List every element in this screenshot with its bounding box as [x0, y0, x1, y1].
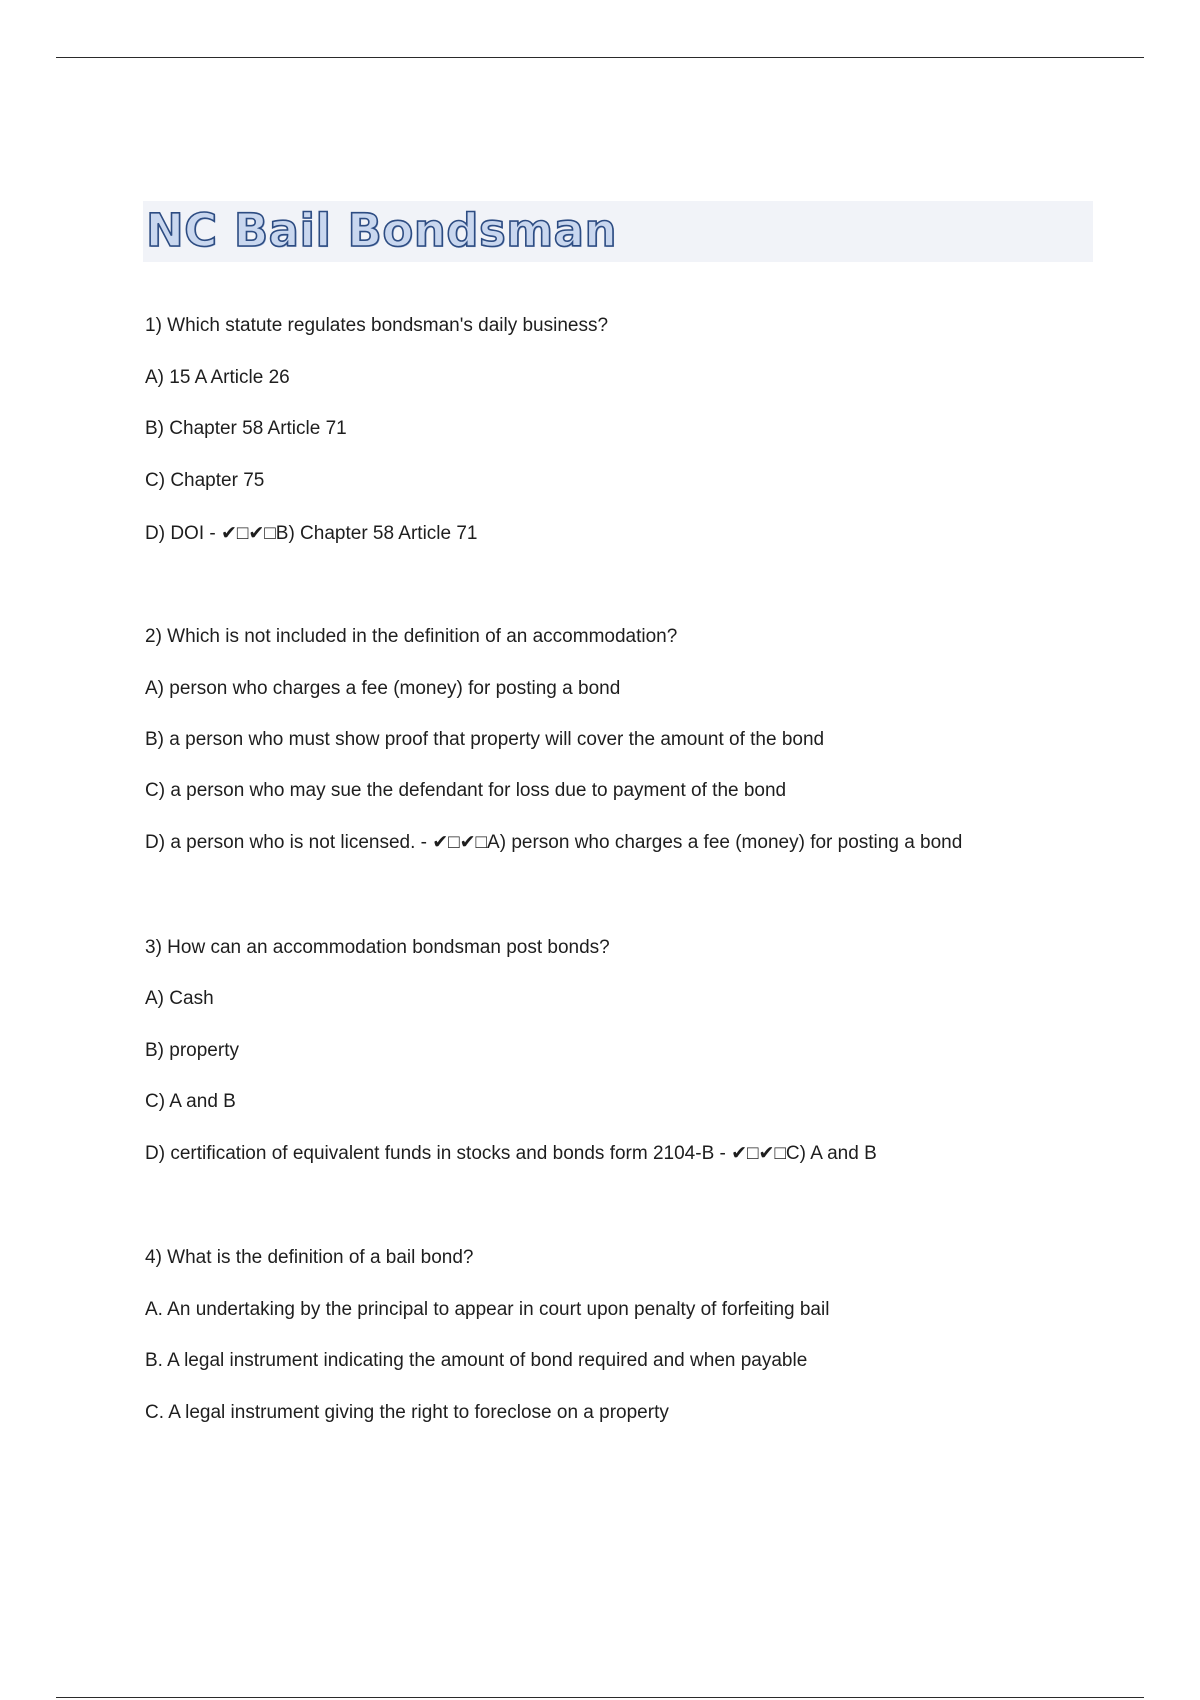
question-4-option-a: A. An undertaking by the principal to appear in court upon penalty of forfeiting bail	[145, 1299, 830, 1320]
question-1-option-c: C) Chapter 75	[145, 470, 265, 491]
question-2-option-a: A) person who charges a fee (money) for posting a bond	[145, 678, 621, 699]
question-1-option-d-answer: D) DOI - ✔□✔□B) Chapter 58 Article 71	[145, 523, 478, 544]
footer-rule	[56, 1697, 1144, 1698]
question-2-option-b: B) a person who must show proof that property will cover the amount of the bond	[145, 729, 825, 750]
header-rule	[56, 57, 1144, 58]
question-3-option-b: B) property	[145, 1040, 239, 1061]
question-1-option-a: A) 15 A Article 26	[145, 367, 290, 388]
question-3-text: 3) How can an accommodation bondsman post bonds?	[145, 937, 610, 958]
document-title: NC Bail Bondsman	[146, 204, 618, 257]
question-4-text: 4) What is the definition of a bail bond?	[145, 1247, 474, 1268]
question-2-option-c: C) a person who may sue the defendant for loss due to payment of the bond	[145, 780, 787, 801]
question-2-option-d-answer: D) a person who is not licensed. - ✔□✔□A) person who charges a fee (money) for posting a bond	[145, 832, 963, 853]
question-4-option-b: B. A legal instrument indicating the amount of bond required and when payable	[145, 1350, 808, 1371]
question-2-text: 2) Which is not included in the definition of an accommodation?	[145, 626, 678, 647]
question-3-option-a: A) Cash	[145, 988, 214, 1009]
title-banner	[143, 201, 1093, 262]
question-3-option-c: C) A and B	[145, 1091, 236, 1112]
question-1-text: 1) Which statute regulates bondsman's daily business?	[145, 315, 609, 336]
question-3-option-d-answer: D) certification of equivalent funds in stocks and bonds form 2104-B - ✔□✔□C) A and B	[145, 1143, 877, 1164]
question-4-option-c: C. A legal instrument giving the right to foreclose on a property	[145, 1402, 669, 1423]
question-1-option-b: B) Chapter 58 Article 71	[145, 418, 347, 439]
